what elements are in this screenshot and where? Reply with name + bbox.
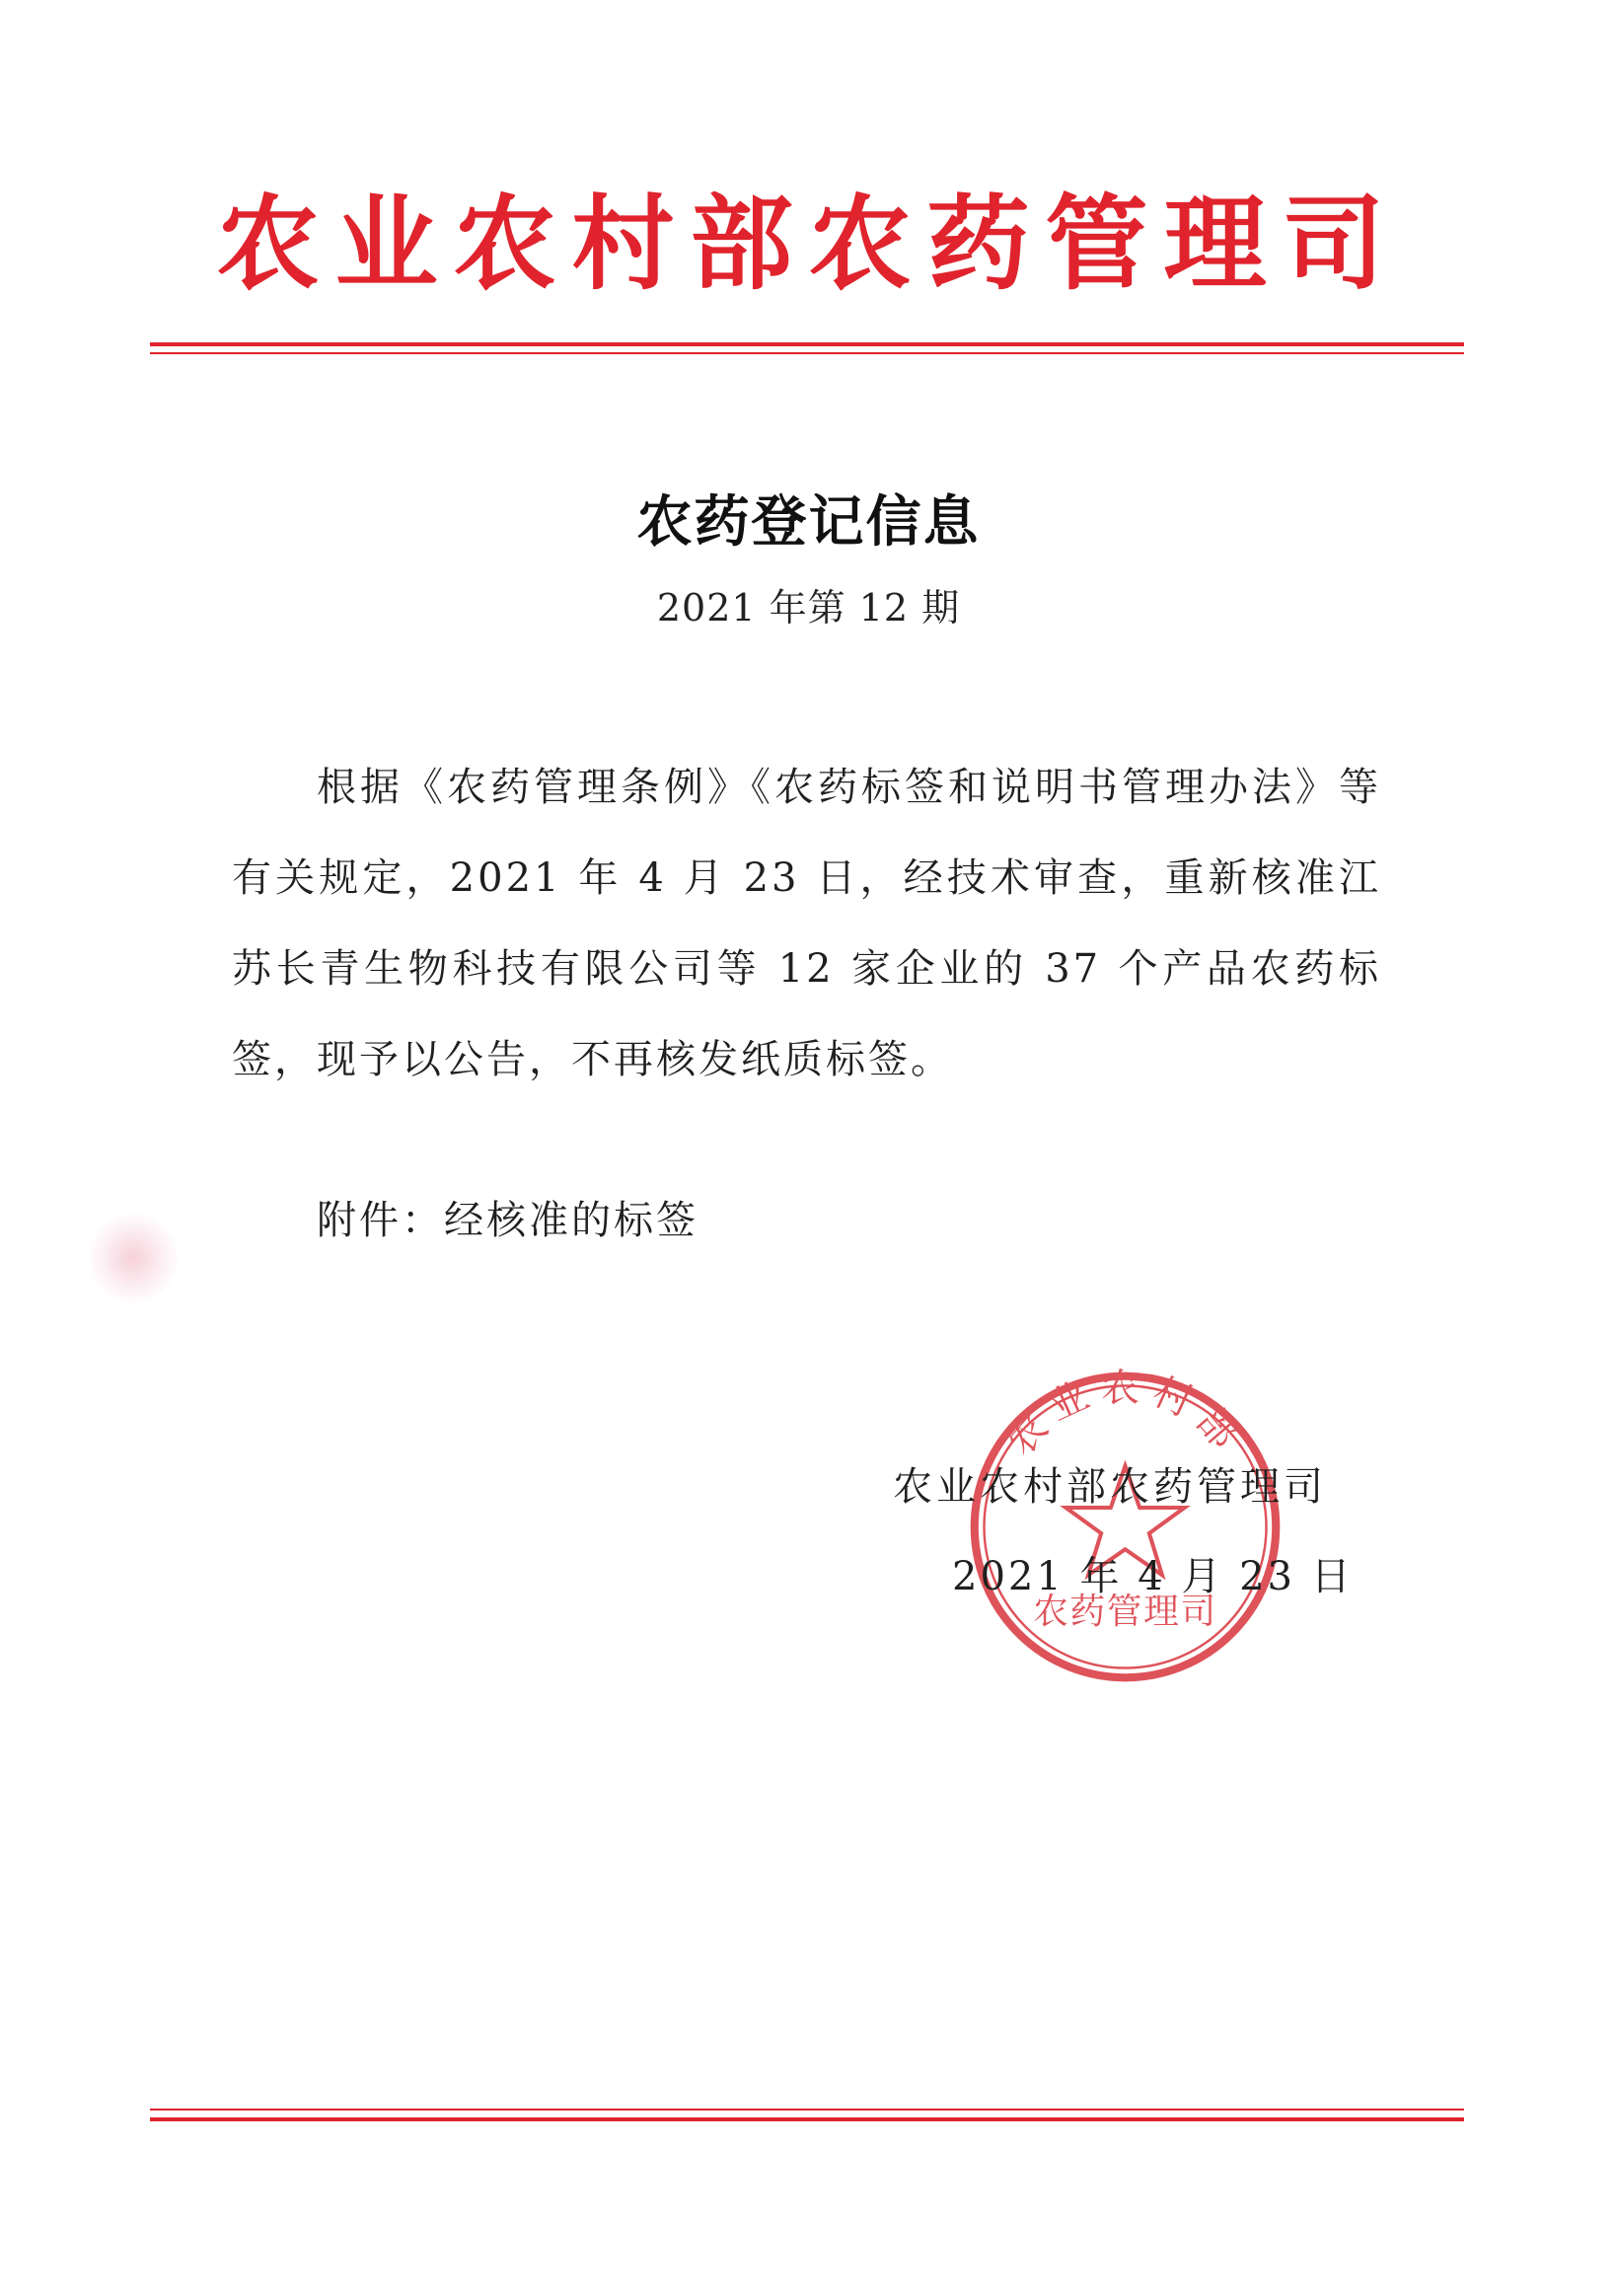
document-title: 农药登记信息	[636, 490, 981, 555]
letterhead-organization: 农业农村部农药管理司	[216, 183, 1401, 304]
letterhead-rule-thick	[150, 342, 1464, 346]
footer-rule-thick	[150, 2117, 1464, 2121]
svg-text:农药管理司: 农药管理司	[1033, 1592, 1217, 1632]
signature-organization: 农业农村部农药管理司	[893, 1464, 1327, 1510]
attachment-note: 附件：经核准的标签	[317, 1198, 698, 1243]
document-issue-number: 2021 年第 12 期	[656, 586, 961, 630]
document-body-paragraph: 根据《农药管理条例》《农药标签和说明书管理办法》等有关规定，2021 年 4 月 23 日，经技术审查，重新核准江苏长青生物科技有限公司等 12 家企业的 37 个产品农药标签，现予以公告，不再核发纸质标签。	[232, 765, 1381, 1082]
letterhead-rule-thin	[150, 352, 1464, 354]
svg-text:农业农村部: 农业农村部	[997, 1367, 1253, 1465]
signature-date: 2021 年 4 月 23 日	[952, 1554, 1354, 1599]
official-seal-icon	[965, 1367, 1286, 1687]
scan-smudge	[89, 1214, 178, 1302]
footer-rule-thin	[150, 2109, 1464, 2111]
